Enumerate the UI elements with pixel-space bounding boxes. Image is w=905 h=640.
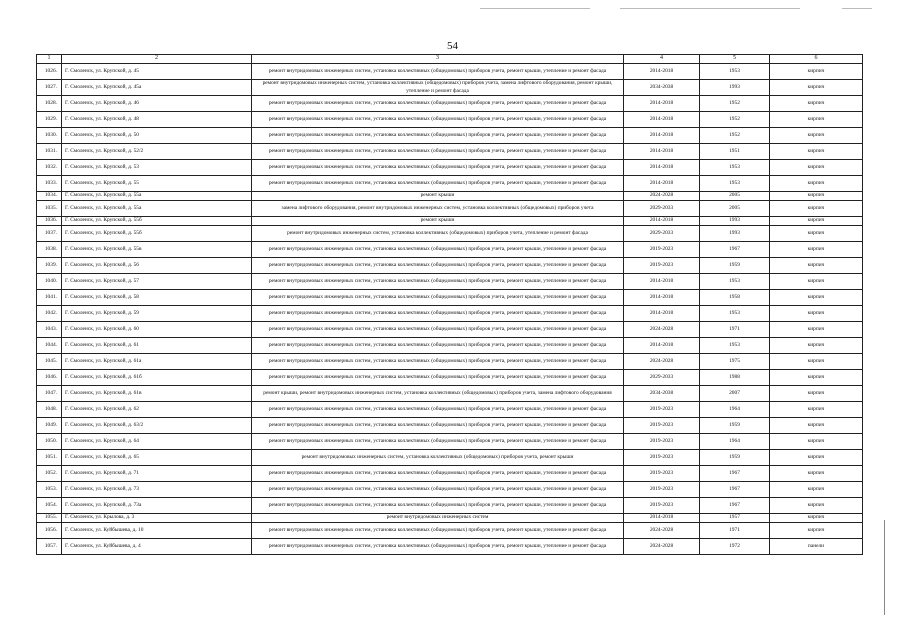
- material-cell: кирпич: [770, 306, 863, 322]
- table-row: [37, 386, 863, 402]
- period-cell: 2019-2023: [624, 466, 700, 482]
- period-cell: 2014-2018: [624, 160, 700, 176]
- period-cell: 2014-2018: [624, 64, 700, 80]
- table-row: [37, 274, 863, 290]
- material-cell: кирпич: [770, 482, 863, 498]
- period-cell: 2029-2033: [624, 226, 700, 242]
- period-cell: 2019-2023: [624, 258, 700, 274]
- material-cell: кирпич: [770, 144, 863, 160]
- year-cell: 1967: [700, 498, 770, 514]
- works-cell: ремонт внутридомовых инженерных систем, установка коллективных (общедомовых) приборов учета, ремонт крыши, утепление и ремонт фасада: [252, 354, 624, 370]
- address-cell: Г. Смоленск, ул. Крылова, д. 3: [62, 514, 252, 523]
- works-cell: ремонт внутридомовых инженерных систем, установка коллективных (общедомовых) приборов учета, ремонт крыши, утепление и ремонт фасада: [252, 64, 624, 80]
- row-number: 1043.: [37, 322, 62, 338]
- material-cell: кирпич: [770, 128, 863, 144]
- header-col-4: 4: [624, 55, 700, 64]
- address-cell: Г. Смоленск, ул. Крупской, д. 55: [62, 176, 252, 192]
- period-cell: 2014-2018: [624, 514, 700, 523]
- address-cell: Г. Смоленск, ул. Крупской, д. 55б: [62, 226, 252, 242]
- row-number: 1030.: [37, 128, 62, 144]
- works-cell: ремонт внутридомовых инженерных систем, установка коллективных (общедомовых) приборов учета, ремонт крыши, утепление и ремонт фасада: [252, 466, 624, 482]
- year-cell: 1951: [700, 144, 770, 160]
- year-cell: 1967: [700, 482, 770, 498]
- material-cell: кирпич: [770, 274, 863, 290]
- year-cell: 2007: [700, 386, 770, 402]
- table-row: [37, 482, 863, 498]
- table-row: [37, 64, 863, 80]
- address-cell: Г. Смоленск, ул. Крупской, д. 53: [62, 160, 252, 176]
- year-cell: 1953: [700, 338, 770, 354]
- works-cell: ремонт внутридомовых инженерных систем, установка коллективных (общедомовых) приборов учета, ремонт крыши, утепление и ремонт фасада: [252, 402, 624, 418]
- row-number: 1057.: [37, 539, 62, 555]
- material-cell: кирпич: [770, 523, 863, 539]
- address-cell: Г. Смоленск, ул. Крупской, д. 52/2: [62, 144, 252, 160]
- year-cell: 1959: [700, 258, 770, 274]
- row-number: 1032.: [37, 160, 62, 176]
- table-row: [37, 402, 863, 418]
- address-cell: Г. Смоленск, ул. Крупской, д. 59: [62, 306, 252, 322]
- works-cell: ремонт внутридомовых инженерных систем, установка коллективных (общедомовых) приборов учета, ремонт крыши, утепление и ремонт фасада: [252, 338, 624, 354]
- material-cell: кирпич: [770, 322, 863, 338]
- period-cell: 2034-2038: [624, 80, 700, 96]
- table-row: [37, 290, 863, 306]
- works-cell: ремонт внутридомовых инженерных систем, установка коллективных (общедомовых) приборов учета, ремонт крыши, утепление и ремонт фасада: [252, 523, 624, 539]
- year-cell: 1993: [700, 226, 770, 242]
- row-number: 1034.: [37, 192, 62, 201]
- row-number: 1046.: [37, 370, 62, 386]
- address-cell: Г. Смоленск, ул. Крупской, д. 61: [62, 338, 252, 354]
- works-cell: ремонт крыши, ремонт внутридомовых инженерных систем, установка коллективных (общедомовых) приборов учета, замена лифтового оборудования: [252, 386, 624, 402]
- table-row: [37, 466, 863, 482]
- row-number: 1031.: [37, 144, 62, 160]
- header-col-6: 6: [770, 55, 863, 64]
- material-cell: кирпич: [770, 290, 863, 306]
- period-cell: 2014-2018: [624, 338, 700, 354]
- material-cell: кирпич: [770, 201, 863, 217]
- material-cell: кирпич: [770, 434, 863, 450]
- year-cell: 1957: [700, 514, 770, 523]
- works-cell: ремонт внутридомовых инженерных систем, установка коллективных (общедомовых) приборов учета, замена лифтового оборудования, ремонт крыши, утепление и ремонт фасада: [252, 80, 624, 96]
- year-cell: 1975: [700, 354, 770, 370]
- table-row: [37, 160, 863, 176]
- works-cell: ремонт внутридомовых инженерных систем, установка коллективных (общедомовых) приборов учета, ремонт крыши, утепление и ремонт фасада: [252, 96, 624, 112]
- table-row: [37, 226, 863, 242]
- works-cell: ремонт внутридомовых инженерных систем, установка коллективных (общедомовых) приборов учета, ремонт крыши, утепление и ремонт фасада: [252, 144, 624, 160]
- period-cell: 2019-2023: [624, 434, 700, 450]
- period-cell: 2014-2018: [624, 112, 700, 128]
- right-margin-rule: [884, 520, 885, 615]
- table-row: [37, 418, 863, 434]
- row-number: 1041.: [37, 290, 62, 306]
- works-cell: ремонт внутридомовых инженерных систем, установка коллективных (общедомовых) приборов учета, ремонт крыши, утепление и ремонт фасада: [252, 274, 624, 290]
- row-number: 1035.: [37, 201, 62, 217]
- year-cell: 1953: [700, 176, 770, 192]
- works-cell: ремонт внутридомовых инженерных систем, установка коллективных (общедомовых) приборов учета, ремонт крыши, утепление и ремонт фасада: [252, 539, 624, 555]
- address-cell: Г. Смоленск, ул. Крупской, д. 55б: [62, 217, 252, 226]
- year-cell: 2005: [700, 201, 770, 217]
- works-cell: ремонт внутридомовых инженерных систем, установка коллективных (общедомовых) приборов учета, ремонт крыши, утепление и ремонт фасада: [252, 370, 624, 386]
- year-cell: 1967: [700, 466, 770, 482]
- top-rule-left: [480, 8, 590, 9]
- year-cell: 1971: [700, 322, 770, 338]
- works-cell: ремонт крыши: [252, 217, 624, 226]
- header-col-2: 2: [62, 55, 252, 64]
- table-row: [37, 338, 863, 354]
- row-number: 1036.: [37, 217, 62, 226]
- works-cell: ремонт внутридомовых инженерных систем, установка коллективных (общедомовых) приборов учета, ремонт крыши, утепление и ремонт фасада: [252, 112, 624, 128]
- address-cell: Г. Смоленск, ул. Крупской, д. 60: [62, 322, 252, 338]
- table-row: [37, 258, 863, 274]
- period-cell: 2024-2028: [624, 523, 700, 539]
- period-cell: 2024-2028: [624, 354, 700, 370]
- row-number: 1027.: [37, 80, 62, 96]
- period-cell: 2024-2028: [624, 322, 700, 338]
- works-cell: ремонт внутридомовых инженерных систем, установка коллективных (общедомовых) приборов учета, ремонт крыши, утепление и ремонт фасада: [252, 482, 624, 498]
- period-cell: 2019-2023: [624, 498, 700, 514]
- table-row: [37, 128, 863, 144]
- row-number: 1038.: [37, 242, 62, 258]
- period-cell: 2034-2038: [624, 386, 700, 402]
- material-cell: кирпич: [770, 450, 863, 466]
- address-cell: Г. Смоленск, ул. Куйбышева, д. 10: [62, 523, 252, 539]
- address-cell: Г. Смоленск, ул. Крупской, д. 61а: [62, 354, 252, 370]
- table-row: [37, 322, 863, 338]
- address-cell: Г. Смоленск, ул. Куйбышева, д. 4: [62, 539, 252, 555]
- material-cell: кирпич: [770, 418, 863, 434]
- table-row: [37, 514, 863, 523]
- year-cell: 1952: [700, 96, 770, 112]
- year-cell: 1953: [700, 306, 770, 322]
- address-cell: Г. Смоленск, ул. Крупской, д. 58: [62, 290, 252, 306]
- year-cell: 1953: [700, 274, 770, 290]
- material-cell: кирпич: [770, 96, 863, 112]
- period-cell: 2014-2018: [624, 217, 700, 226]
- period-cell: 2014-2018: [624, 306, 700, 322]
- material-cell: панели: [770, 539, 863, 555]
- material-cell: кирпич: [770, 112, 863, 128]
- address-cell: Г. Смоленск, ул. Крупской, д. 55а: [62, 201, 252, 217]
- works-cell: ремонт внутридомовых инженерных систем, установка коллективных (общедомовых) приборов учета, ремонт крыши, утепление и ремонт фасада: [252, 290, 624, 306]
- period-cell: 2014-2018: [624, 96, 700, 112]
- material-cell: кирпич: [770, 498, 863, 514]
- address-cell: Г. Смоленск, ул. Крупской, д. 62: [62, 402, 252, 418]
- header-col-5: 5: [700, 55, 770, 64]
- material-cell: кирпич: [770, 386, 863, 402]
- row-number: 1037.: [37, 226, 62, 242]
- table-row: [37, 112, 863, 128]
- header-col-1: 1: [37, 55, 62, 64]
- material-cell: кирпич: [770, 176, 863, 192]
- table-row: [37, 370, 863, 386]
- top-rule-right: [842, 8, 872, 9]
- row-number: 1029.: [37, 112, 62, 128]
- year-cell: 1953: [700, 64, 770, 80]
- row-number: 1040.: [37, 274, 62, 290]
- address-cell: Г. Смоленск, ул. Крупской, д. 50: [62, 128, 252, 144]
- works-cell: ремонт внутридомовых инженерных систем, установка коллективных (общедомовых) приборов учета, ремонт крыши, утепление и ремонт фасада: [252, 418, 624, 434]
- header-row: [37, 55, 863, 64]
- page-number: 54: [447, 40, 458, 52]
- year-cell: 1953: [700, 160, 770, 176]
- year-cell: 1993: [700, 80, 770, 96]
- table-row: [37, 354, 863, 370]
- table-row: [37, 192, 863, 201]
- row-number: 1039.: [37, 258, 62, 274]
- material-cell: кирпич: [770, 192, 863, 201]
- year-cell: 1972: [700, 539, 770, 555]
- row-number: 1047.: [37, 386, 62, 402]
- year-cell: 2005: [700, 192, 770, 201]
- year-cell: 1988: [700, 370, 770, 386]
- works-cell: ремонт внутридомовых инженерных систем, установка коллективных (общедомовых) приборов учета, утепление и ремонт фасада: [252, 226, 624, 242]
- works-cell: замена лифтового оборудования, ремонт внутридомовых инженерных систем, установка коллективных (общедомовых) приборов учета: [252, 201, 624, 217]
- row-number: 1053.: [37, 482, 62, 498]
- table-row: [37, 96, 863, 112]
- row-number: 1054.: [37, 498, 62, 514]
- period-cell: 2029-2033: [624, 201, 700, 217]
- works-cell: ремонт внутридомовых инженерных систем, установка коллективных (общедомовых) приборов учета, ремонт крыши, утепление и ремонт фасада: [252, 498, 624, 514]
- period-cell: 2024-2028: [624, 539, 700, 555]
- works-cell: ремонт крыши: [252, 192, 624, 201]
- period-cell: 2014-2018: [624, 274, 700, 290]
- address-cell: Г. Смоленск, ул. Крупской, д. 73: [62, 482, 252, 498]
- year-cell: 1959: [700, 450, 770, 466]
- period-cell: 2029-2033: [624, 370, 700, 386]
- address-cell: Г. Смоленск, ул. Крупской, д. 65: [62, 450, 252, 466]
- material-cell: кирпич: [770, 466, 863, 482]
- material-cell: кирпич: [770, 354, 863, 370]
- row-number: 1055.: [37, 514, 62, 523]
- row-number: 1033.: [37, 176, 62, 192]
- works-cell: ремонт внутридомовых инженерных систем, установка коллективных (общедомовых) приборов учета, ремонт крыши, утепление и ремонт фасада: [252, 322, 624, 338]
- table-row: [37, 242, 863, 258]
- address-cell: Г. Смоленск, ул. Крупской, д. 63/2: [62, 418, 252, 434]
- period-cell: 2014-2018: [624, 290, 700, 306]
- address-cell: Г. Смоленск, ул. Крупской, д. 57: [62, 274, 252, 290]
- address-cell: Г. Смоленск, ул. Крупской, д. 64: [62, 434, 252, 450]
- works-cell: ремонт внутридомовых инженерных систем, установка коллективных (общедомовых) приборов учета, ремонт крыши, утепление и ремонт фасада: [252, 434, 624, 450]
- works-cell: ремонт внутридомовых инженерных систем: [252, 514, 624, 523]
- table-row: [37, 217, 863, 226]
- works-cell: ремонт внутридомовых инженерных систем, установка коллективных (общедомовых) приборов учета, ремонт крыши, утепление и ремонт фасада: [252, 258, 624, 274]
- row-number: 1052.: [37, 466, 62, 482]
- address-cell: Г. Смоленск, ул. Крупской, д. 45: [62, 64, 252, 80]
- period-cell: 2019-2023: [624, 482, 700, 498]
- row-number: 1028.: [37, 96, 62, 112]
- table-row: [37, 450, 863, 466]
- works-cell: ремонт внутридомовых инженерных систем, установка коллективных (общедомовых) приборов учета, ремонт крыши: [252, 450, 624, 466]
- material-cell: кирпич: [770, 402, 863, 418]
- material-cell: кирпич: [770, 514, 863, 523]
- address-cell: Г. Смоленск, ул. Крупской, д. 73а: [62, 498, 252, 514]
- period-cell: 2019-2023: [624, 242, 700, 258]
- year-cell: 1993: [700, 217, 770, 226]
- address-cell: Г. Смоленск, ул. Крупской, д. 45а: [62, 80, 252, 96]
- year-cell: 1959: [700, 418, 770, 434]
- address-cell: Г. Смоленск, ул. Крупской, д. 61б: [62, 370, 252, 386]
- material-cell: кирпич: [770, 242, 863, 258]
- material-cell: кирпич: [770, 338, 863, 354]
- period-cell: 2019-2023: [624, 450, 700, 466]
- works-cell: ремонт внутридомовых инженерных систем, установка коллективных (общедомовых) приборов учета, ремонт крыши, утепление и ремонт фасада: [252, 128, 624, 144]
- period-cell: 2019-2023: [624, 402, 700, 418]
- address-cell: Г. Смоленск, ул. Крупской, д. 46: [62, 96, 252, 112]
- material-cell: кирпич: [770, 64, 863, 80]
- period-cell: 2024-2028: [624, 192, 700, 201]
- works-cell: ремонт внутридомовых инженерных систем, установка коллективных (общедомовых) приборов учета, ремонт крыши, утепление и ремонт фасада: [252, 306, 624, 322]
- row-number: 1051.: [37, 450, 62, 466]
- registry-table: [36, 54, 863, 555]
- address-cell: Г. Смоленск, ул. Крупской, д. 71: [62, 466, 252, 482]
- address-cell: Г. Смоленск, ул. Крупской, д. 48: [62, 112, 252, 128]
- material-cell: кирпич: [770, 80, 863, 96]
- row-number: 1048.: [37, 402, 62, 418]
- row-number: 1026.: [37, 64, 62, 80]
- works-cell: ремонт внутридомовых инженерных систем, установка коллективных (общедомовых) приборов учета, ремонт крыши, утепление и ремонт фасада: [252, 242, 624, 258]
- table-row: [37, 144, 863, 160]
- year-cell: 1971: [700, 523, 770, 539]
- address-cell: Г. Смоленск, ул. Крупской, д. 56: [62, 258, 252, 274]
- material-cell: кирпич: [770, 370, 863, 386]
- row-number: 1042.: [37, 306, 62, 322]
- period-cell: 2014-2018: [624, 128, 700, 144]
- period-cell: 2014-2018: [624, 144, 700, 160]
- row-number: 1050.: [37, 434, 62, 450]
- year-cell: 1952: [700, 112, 770, 128]
- works-cell: ремонт внутридомовых инженерных систем, установка коллективных (общедомовых) приборов учета, ремонт крыши, утепление и ремонт фасада: [252, 176, 624, 192]
- works-cell: ремонт внутридомовых инженерных систем, установка коллективных (общедомовых) приборов учета, ремонт крыши, утепление и ремонт фасада: [252, 160, 624, 176]
- table-row: [37, 201, 863, 217]
- year-cell: 1952: [700, 128, 770, 144]
- table-row: [37, 176, 863, 192]
- table-row: [37, 539, 863, 555]
- header-col-3: 3: [252, 55, 624, 64]
- year-cell: 1967: [700, 242, 770, 258]
- year-cell: 1958: [700, 290, 770, 306]
- material-cell: кирпич: [770, 160, 863, 176]
- address-cell: Г. Смоленск, ул. Крупской, д. 55в: [62, 242, 252, 258]
- table-row: [37, 523, 863, 539]
- row-number: 1045.: [37, 354, 62, 370]
- row-number: 1056.: [37, 523, 62, 539]
- material-cell: кирпич: [770, 226, 863, 242]
- top-rule-mid: [620, 8, 800, 9]
- material-cell: кирпич: [770, 217, 863, 226]
- table-row: [37, 498, 863, 514]
- period-cell: 2014-2018: [624, 176, 700, 192]
- material-cell: кирпич: [770, 258, 863, 274]
- row-number: 1049.: [37, 418, 62, 434]
- table-row: [37, 434, 863, 450]
- address-cell: Г. Смоленск, ул. Крупской, д. 61в: [62, 386, 252, 402]
- year-cell: 1964: [700, 434, 770, 450]
- period-cell: 2019-2023: [624, 418, 700, 434]
- address-cell: Г. Смоленск, ул. Крупской, д. 55а: [62, 192, 252, 201]
- registry-table-body: [37, 55, 863, 555]
- year-cell: 1964: [700, 402, 770, 418]
- table-row: [37, 80, 863, 96]
- table-row: [37, 306, 863, 322]
- row-number: 1044.: [37, 338, 62, 354]
